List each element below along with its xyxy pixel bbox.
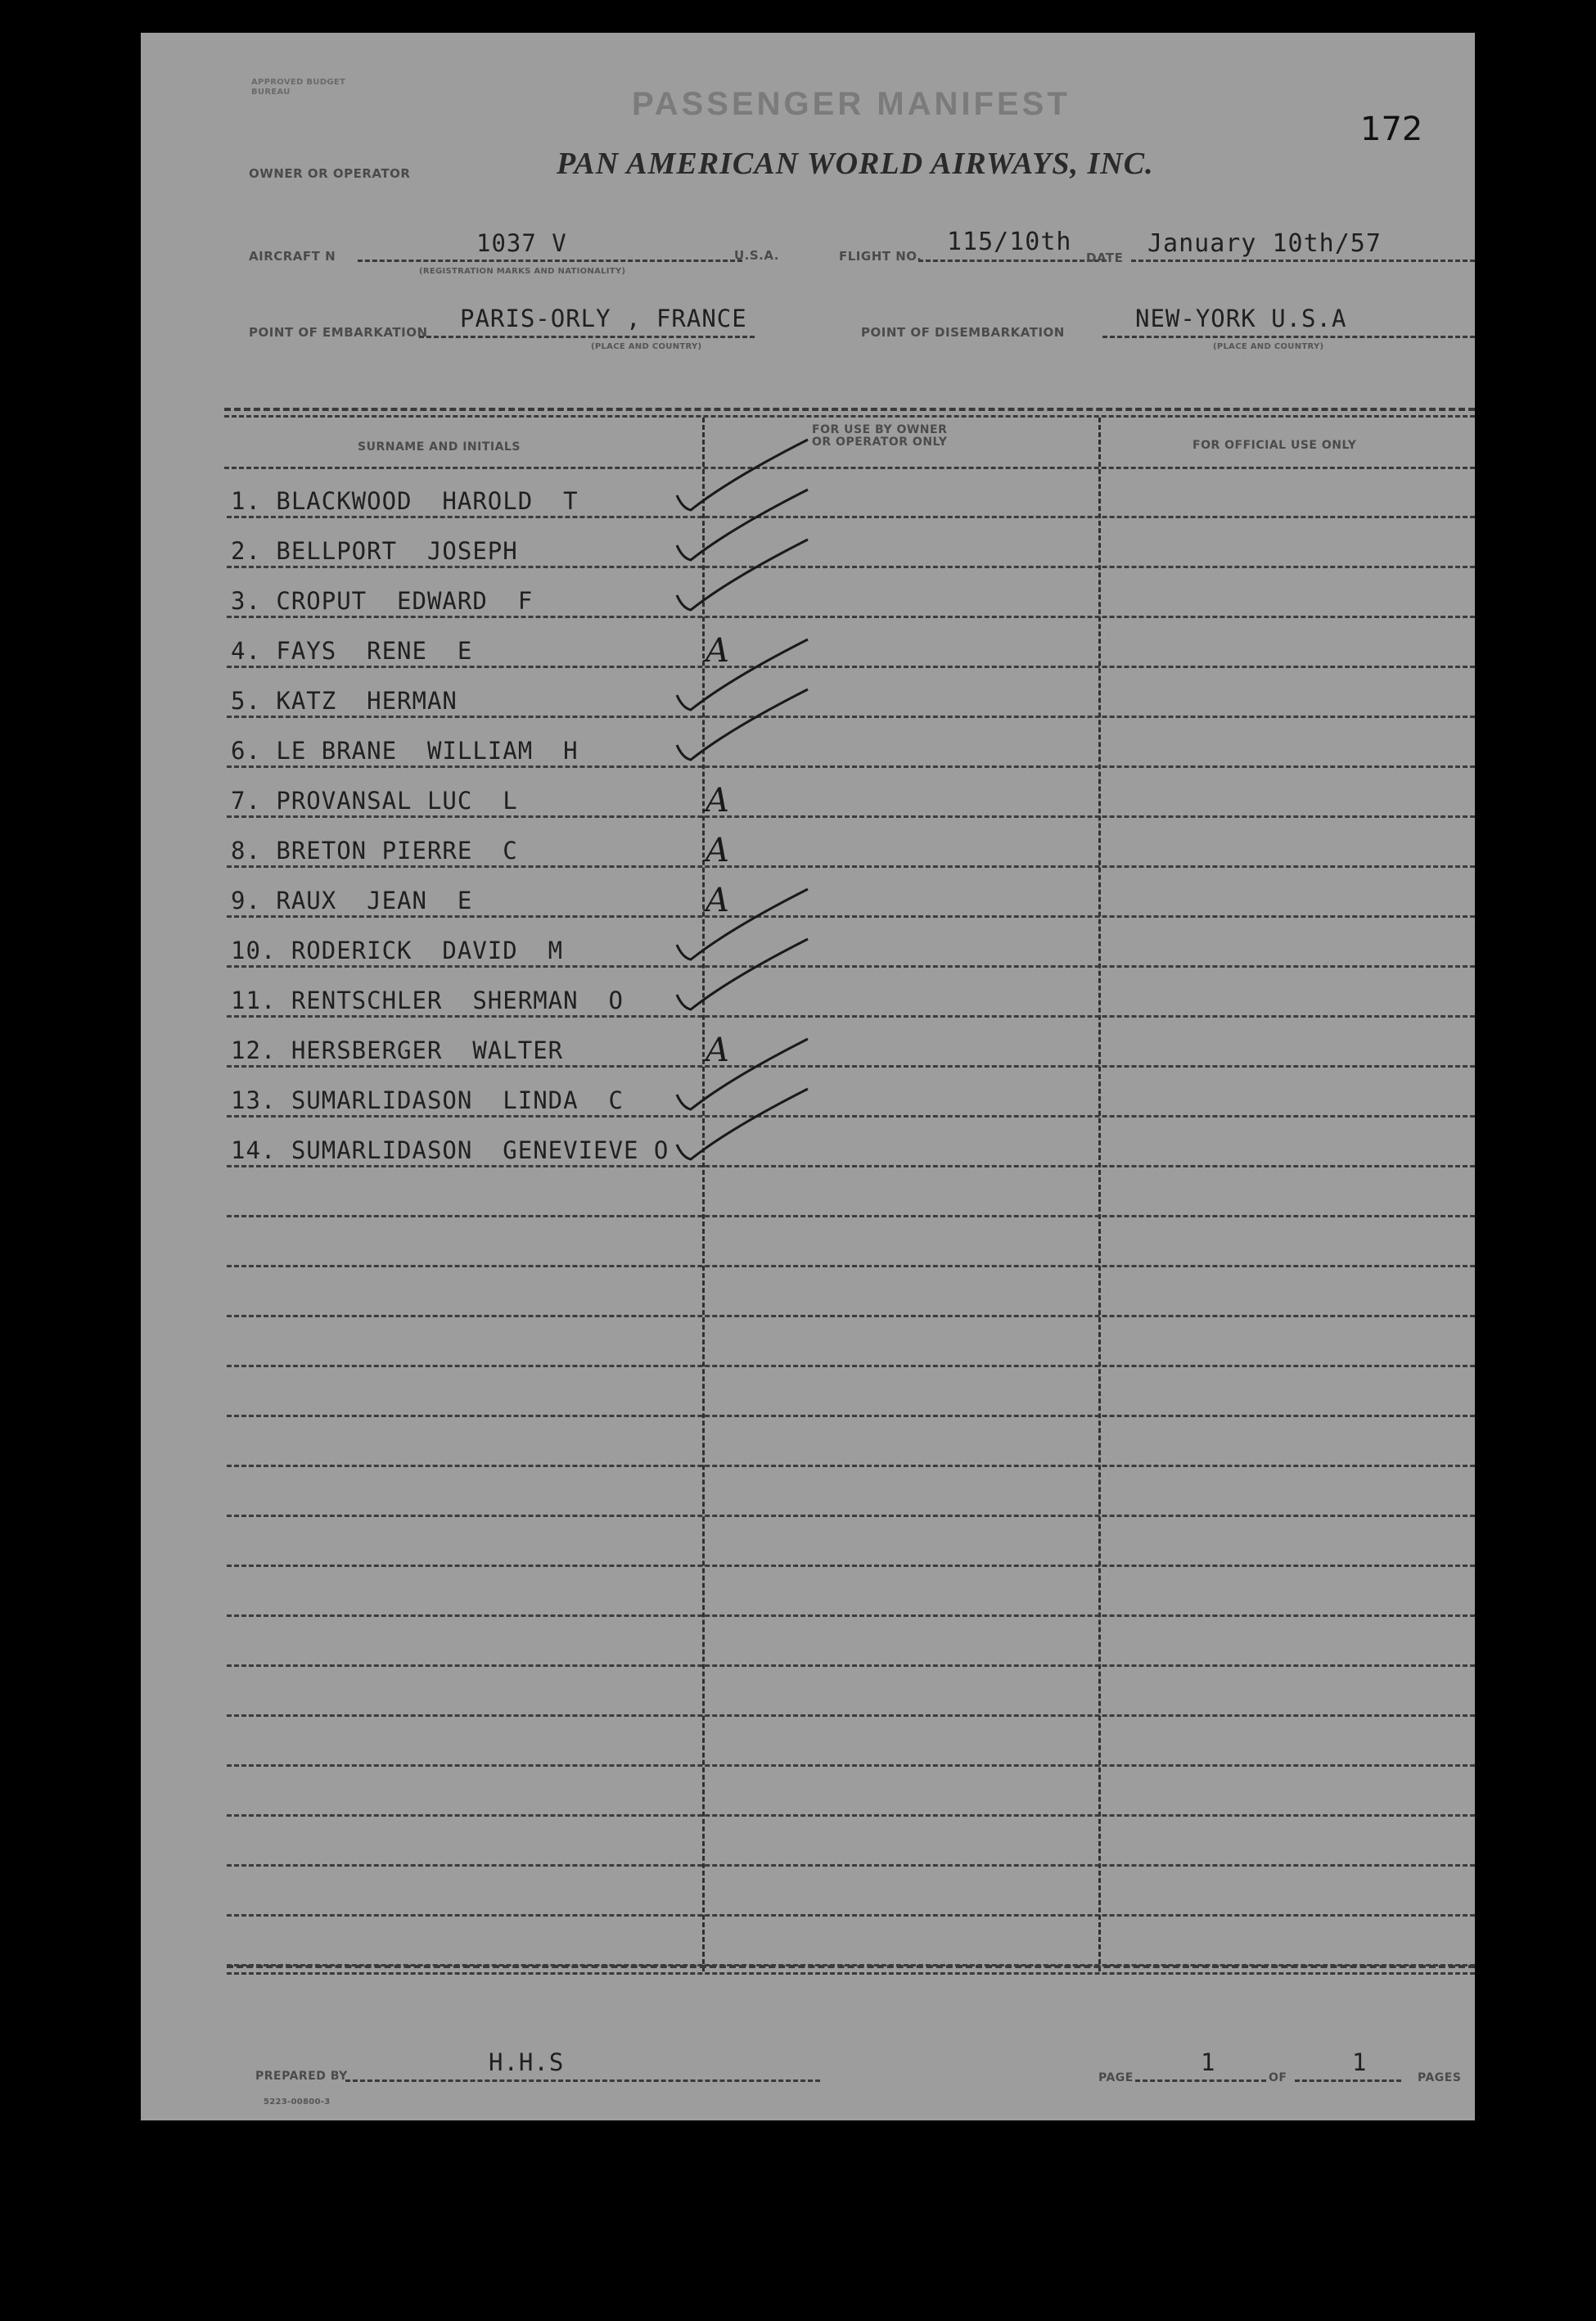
owner-label: OWNER OR OPERATOR [249, 166, 411, 181]
passenger-row [227, 768, 1475, 818]
page-number: 172 [1360, 111, 1423, 148]
approval-stamp: APPROVED BUDGET BUREAU [251, 78, 346, 97]
of-label: OF [1269, 2071, 1287, 2084]
aircraft-label: AIRCRAFT N [249, 249, 336, 264]
passenger-row [227, 1018, 1475, 1068]
passenger-row [227, 968, 1475, 1018]
blank-row [227, 1367, 1475, 1417]
passenger-name: 13. SUMARLIDASON LINDA C [231, 1086, 624, 1114]
flight-no-value: 115/10th [947, 228, 1072, 256]
passenger-row [227, 518, 1475, 568]
blank-row [227, 1467, 1475, 1517]
passenger-name: 4. FAYS RENE E [231, 637, 473, 665]
disembarkation-label: POINT OF DISEMBARKATION [861, 325, 1065, 340]
disembarkation-sublabel: (PLACE AND COUNTRY) [1213, 342, 1324, 351]
handwritten-a-mark: A [706, 782, 729, 820]
embarkation-sublabel: (PLACE AND COUNTRY) [591, 342, 702, 351]
passenger-row [227, 918, 1475, 968]
blank-row [227, 1767, 1475, 1817]
usa-label: U.S.A. [734, 248, 779, 263]
blank-row [227, 1417, 1475, 1467]
embarkation-label: POINT OF EMBARKATION [249, 325, 428, 340]
passenger-row [227, 718, 1475, 768]
handwritten-a-mark: A [706, 832, 729, 869]
blank-row [227, 1617, 1475, 1667]
prepared-by-label: PREPARED BY [255, 2070, 348, 2083]
passenger-name: 3. CROPUT EDWARD F [231, 587, 534, 615]
blank-row [227, 1917, 1475, 1967]
pages-label: PAGES [1418, 2071, 1462, 2084]
passenger-name: 5. KATZ HERMAN [231, 687, 458, 715]
embarkation-value: PARIS-ORLY , FRANCE [460, 305, 747, 332]
form-title: PASSENGER MANIFEST [632, 86, 1071, 122]
handwritten-a-mark: A [706, 882, 729, 919]
disembarkation-value: NEW-YORK U.S.A [1135, 305, 1347, 332]
passenger-row [227, 618, 1475, 668]
passenger-name: 2. BELLPORT JOSEPH [231, 537, 518, 565]
passenger-name: 1. BLACKWOOD HAROLD T [231, 487, 579, 515]
of-value: 1 [1352, 2048, 1368, 2076]
passenger-name: 7. PROVANSAL LUC L [231, 787, 518, 815]
manifest-sheet [141, 33, 1475, 2120]
passenger-row [227, 818, 1475, 868]
blank-row [227, 1517, 1475, 1567]
passenger-row [227, 868, 1475, 918]
blank-row [227, 1317, 1475, 1367]
page-value: 1 [1201, 2048, 1216, 2076]
passenger-name: 9. RAUX JEAN E [231, 887, 473, 914]
aircraft-sublabel: (REGISTRATION MARKS AND NATIONALITY) [419, 267, 626, 276]
date-value: January 10th/57 [1147, 229, 1382, 258]
passenger-row [227, 568, 1475, 618]
passenger-name: 6. LE BRANE WILLIAM H [231, 737, 579, 765]
col-surname: SURNAME AND INITIALS [358, 440, 521, 454]
passenger-name: 12. HERSBERGER WALTER [231, 1036, 564, 1064]
handwritten-a-mark: A [706, 632, 729, 670]
passenger-name: 14. SUMARLIDASON GENEVIEVE O [231, 1136, 670, 1164]
passenger-row [227, 1068, 1475, 1118]
blank-row [227, 1267, 1475, 1317]
handwritten-a-mark: A [706, 1032, 729, 1069]
col-owner-use: FOR USE BY OWNER OR OPERATOR ONLY [812, 423, 948, 449]
passenger-name: 10. RODERICK DAVID M [231, 937, 564, 964]
passenger-row [227, 1118, 1475, 1167]
blank-row [227, 1717, 1475, 1767]
passenger-row [227, 468, 1475, 518]
blank-row [227, 1817, 1475, 1867]
page-label: PAGE [1098, 2071, 1134, 2084]
col-official-use: FOR OFFICIAL USE ONLY [1192, 439, 1357, 452]
aircraft-value: 1037 V [476, 229, 567, 257]
prepared-by-value: H.H.S [489, 2048, 565, 2076]
flight-no-label: FLIGHT NO. [839, 249, 922, 264]
date-label: DATE [1086, 251, 1124, 265]
blank-row [227, 1217, 1475, 1267]
form-number: 5223-00800-3 [264, 2097, 331, 2107]
blank-row [227, 1667, 1475, 1717]
blank-row [227, 1567, 1475, 1617]
blank-row [227, 1867, 1475, 1917]
passenger-row [227, 668, 1475, 718]
owner-value: PAN AMERICAN WORLD AIRWAYS, INC. [557, 147, 1154, 181]
blank-row [227, 1167, 1475, 1217]
passenger-name: 11. RENTSCHLER SHERMAN O [231, 987, 624, 1014]
passenger-name: 8. BRETON PIERRE C [231, 837, 518, 865]
